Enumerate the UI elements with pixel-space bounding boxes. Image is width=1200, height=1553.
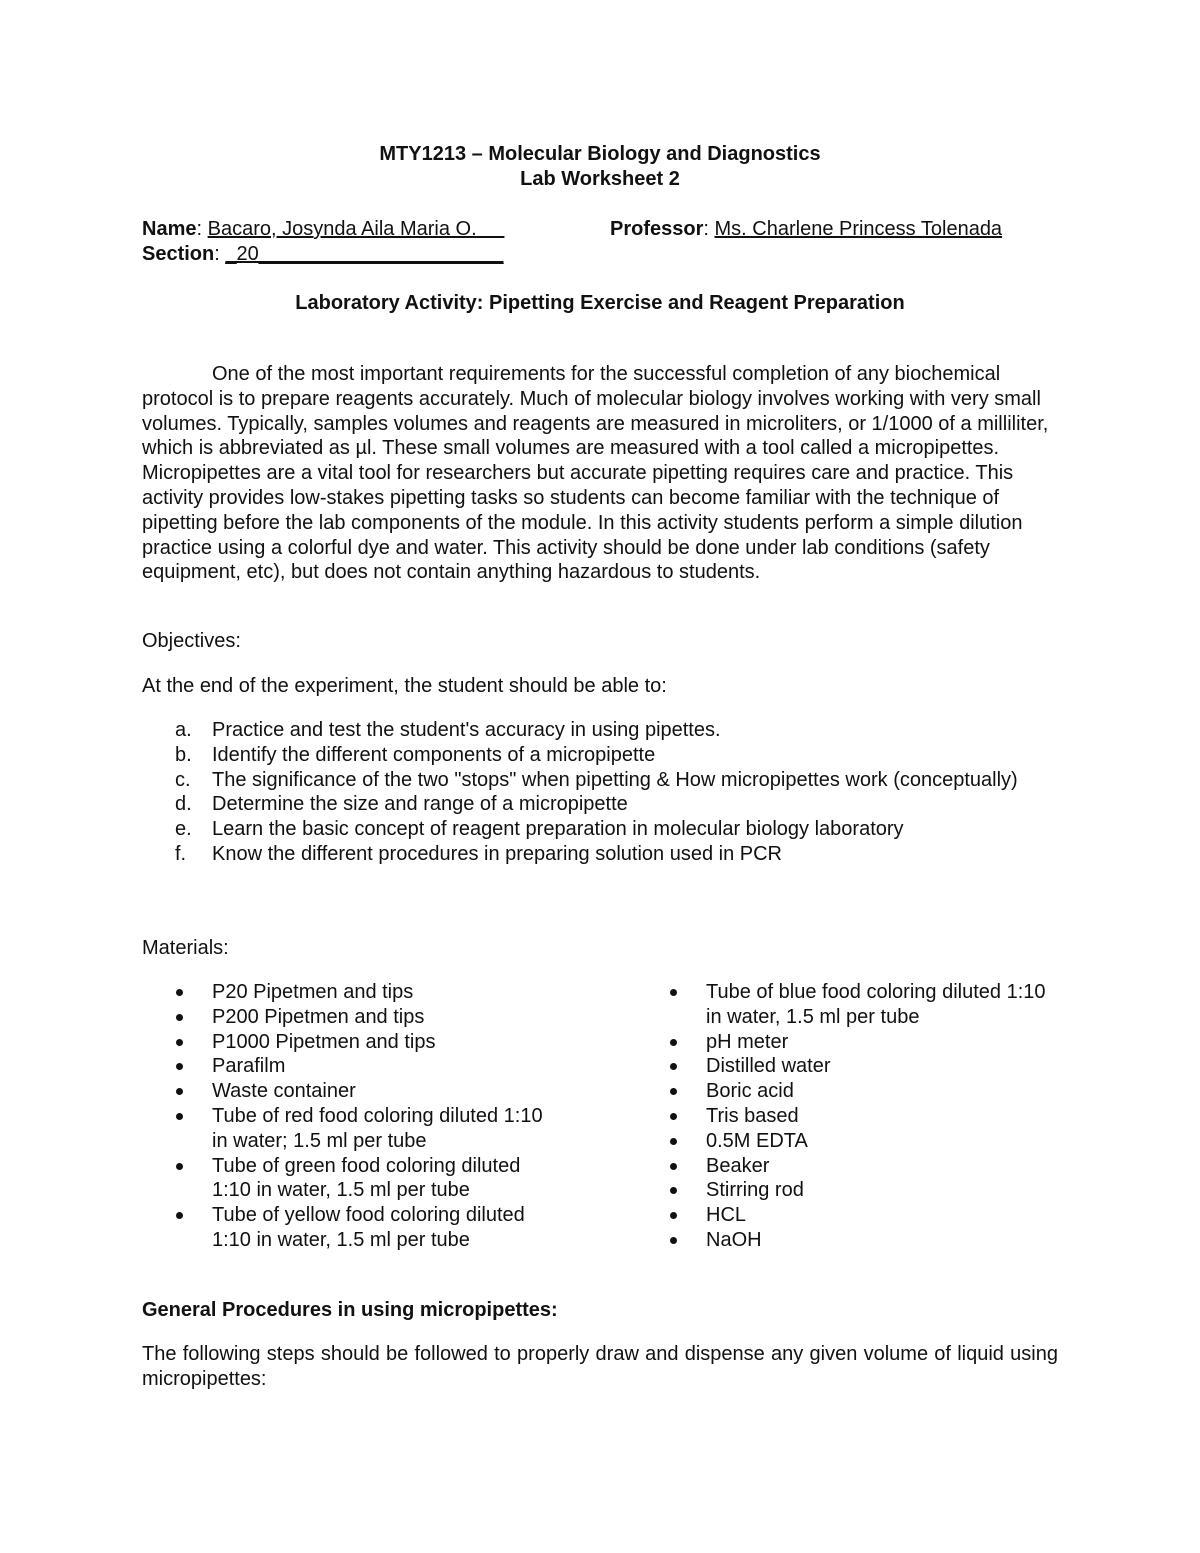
list-item — [142, 1030, 562, 1055]
bullet-icon — [176, 1014, 183, 1021]
list-marker: a. — [175, 719, 192, 741]
list-item — [142, 768, 1042, 793]
list-item — [142, 792, 1042, 817]
list-item — [142, 743, 1042, 768]
material-text: Tube of red food coloring diluted 1:10 in water; 1.5 ml per tube — [212, 1104, 543, 1152]
material-text: P200 Pipetmen and tips — [212, 1005, 425, 1028]
list-item — [636, 1129, 1056, 1154]
bullet-icon — [176, 1212, 183, 1219]
list-item — [636, 1054, 1056, 1079]
list-marker: d. — [175, 793, 192, 816]
material-text: Stirring rod — [706, 1179, 804, 1202]
objectives-lead: At the end of the experiment, the student should be able to: — [142, 675, 667, 697]
section-line: Section: _20______________________ — [142, 243, 504, 265]
list-item — [636, 1104, 1056, 1129]
objectives-heading: Objectives: — [142, 630, 241, 652]
professor-value: Ms. Charlene Princess Tolenada — [714, 218, 1003, 240]
bullet-icon — [176, 1113, 183, 1120]
list-item — [142, 1079, 562, 1104]
objectives-list — [142, 718, 1042, 867]
name-line: Name: Bacaro, Josynda Aila Maria O. — [142, 217, 504, 242]
bullet-icon — [670, 1163, 677, 1170]
list-item — [636, 1178, 1056, 1203]
list-item — [636, 1203, 1056, 1228]
bullet-icon — [176, 1088, 183, 1095]
materials-heading: Materials: — [142, 937, 229, 959]
bullet-icon — [670, 1212, 677, 1219]
material-text: pH meter — [706, 1030, 789, 1053]
list-item — [142, 1005, 562, 1030]
list-item — [142, 842, 1042, 867]
list-item — [142, 817, 1042, 842]
procedures-text: The following steps should be followed to properly draw and dispense any given volume of liquid using micropipettes: — [142, 1343, 1058, 1390]
list-marker: e. — [175, 818, 192, 841]
bullet-icon — [670, 1063, 677, 1070]
material-text: HCL — [706, 1204, 747, 1227]
list-item — [142, 980, 562, 1005]
list-item — [636, 980, 1056, 1030]
material-text: Waste container — [212, 1080, 356, 1103]
course-title: MTY1213 – Molecular Biology and Diagnostics — [379, 143, 821, 165]
bullet-icon — [176, 1163, 183, 1170]
material-text: NaOH — [706, 1228, 762, 1251]
list-marker: c. — [175, 768, 191, 791]
objective-text: The significance of the two "stops" when pipetting & How micropipettes work (conceptually) — [212, 768, 1018, 791]
materials-list-right — [636, 980, 1056, 1253]
list-item — [636, 1228, 1056, 1253]
bullet-icon — [176, 1039, 183, 1046]
list-item — [142, 1104, 562, 1154]
objective-text: Identify the different components of a micropipette — [212, 743, 656, 766]
list-item — [142, 718, 1042, 743]
material-text: Tris based — [706, 1104, 799, 1127]
list-item — [142, 1154, 562, 1204]
document-header — [0, 142, 1200, 192]
material-text: Tube of yellow food coloring diluted 1:10 in water, 1.5 ml per tube — [212, 1204, 525, 1251]
material-text: Boric acid — [706, 1080, 794, 1103]
activity-title: Laboratory Activity: Pipetting Exercise and Reagent Preparation — [295, 292, 905, 314]
section-value: _20______________________ — [225, 243, 504, 265]
name-underline-filler — [477, 218, 505, 240]
list-item — [142, 1054, 562, 1079]
bullet-icon — [670, 1237, 677, 1244]
list-item — [636, 1030, 1056, 1055]
worksheet-title: Lab Worksheet 2 — [520, 168, 680, 190]
material-text: 0.5M EDTA — [706, 1129, 808, 1152]
bullet-icon — [670, 1138, 677, 1145]
material-text: P1000 Pipetmen and tips — [212, 1030, 436, 1053]
intro-paragraph — [142, 362, 1062, 585]
list-item — [142, 1203, 562, 1253]
material-text: Distilled water — [706, 1055, 831, 1078]
list-marker: f. — [175, 842, 187, 865]
material-text: Tube of green food coloring diluted 1:10 in water, 1.5 ml per tube — [212, 1154, 521, 1202]
materials-list-left — [142, 980, 562, 1253]
bullet-icon — [176, 989, 183, 996]
bullet-icon — [670, 1088, 677, 1095]
intro-text: One of the most important requirements for the successful completion of any biochemical protocol is to prepare reagents accurately. Much of molecular biology involves working with very small volumes. Typically, samples volumes and reagents are measured in microliters, or 1/1000 of a milliliter, which is abbreviated as µl. These small volumes are measured with a tool called a micropipettes. Micropipettes are a vital tool for researchers but accurate pipetting requires care and practice. This activity provides low-stakes pipetting tasks so students can become familiar with the technique of pipetting before the lab components of the module. In this activity students perform a simple dilution practice using a colorful dye and water. This activity should be done under lab conditions (safety equipment, etc), but does not contain anything hazardous to students. — [142, 363, 1049, 584]
material-text: P20 Pipetmen and tips — [212, 981, 414, 1003]
objective-text: Determine the size and range of a micropipette — [212, 793, 628, 816]
list-item — [636, 1079, 1056, 1104]
material-text: Parafilm — [212, 1055, 286, 1078]
name-value: Bacaro, Josynda Aila Maria O. — [207, 218, 477, 240]
bullet-icon — [670, 1187, 677, 1194]
objective-text: Know the different procedures in preparing solution used in PCR — [212, 842, 782, 865]
name-label: Name — [142, 218, 197, 240]
list-marker: b. — [175, 743, 192, 766]
bullet-icon — [176, 1063, 183, 1070]
professor-label: Professor — [610, 218, 704, 240]
bullet-icon — [670, 989, 677, 996]
section-label: Section — [142, 243, 215, 265]
list-item — [636, 1154, 1056, 1179]
objective-text: Practice and test the student's accuracy in using pipettes. — [212, 719, 721, 741]
bullet-icon — [670, 1113, 677, 1120]
material-text: Tube of blue food coloring diluted 1:10 in water, 1.5 ml per tube — [706, 981, 1046, 1028]
objective-text: Learn the basic concept of reagent preparation in molecular biology laboratory — [212, 818, 904, 841]
bullet-icon — [670, 1039, 677, 1046]
procedures-heading: General Procedures in using micropipettes: — [142, 1299, 558, 1321]
material-text: Beaker — [706, 1154, 770, 1177]
professor-line: Professor: Ms. Charlene Princess Tolenada — [610, 218, 1003, 240]
